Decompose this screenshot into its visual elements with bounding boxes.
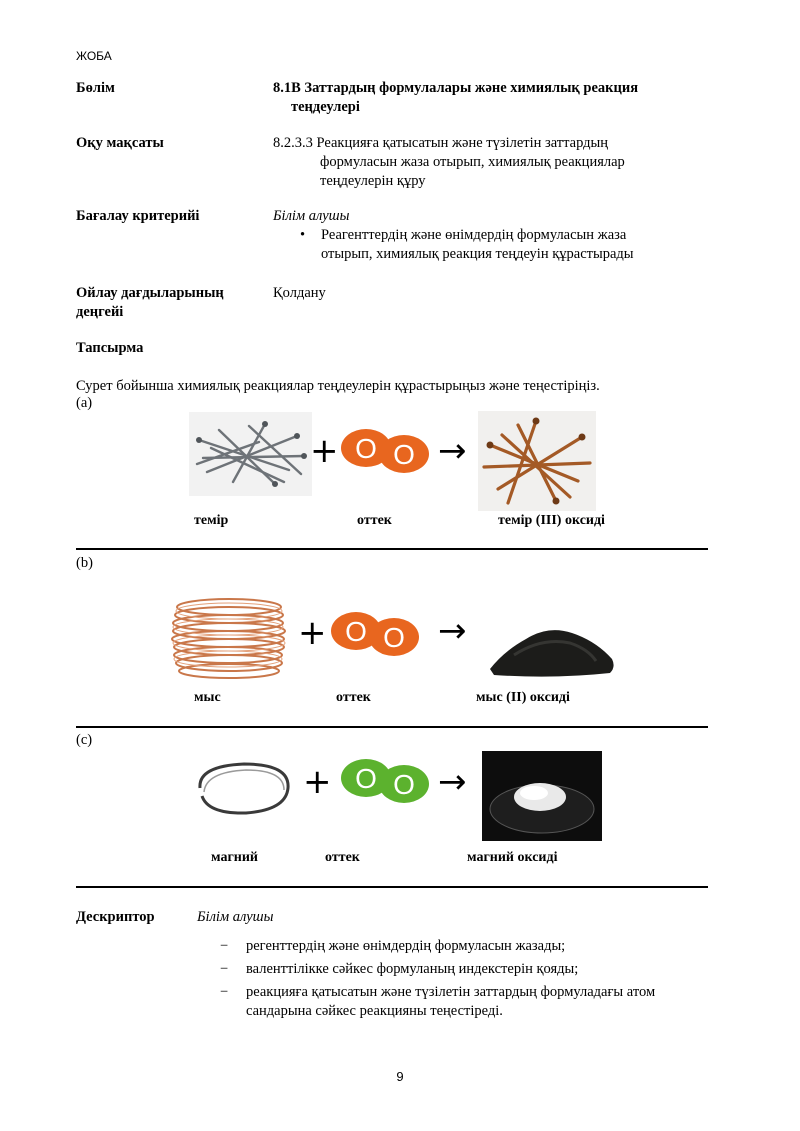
descriptor-item-3-line1: реакцияға қатысатын және түзілетін заттардың формуладағы атом	[246, 984, 656, 1000]
criteria-item-line1: Реагенттердің және өнімдердің формуласын жаза	[321, 227, 627, 243]
draft-label: ЖОБА	[76, 49, 112, 63]
thinking-label-line2: деңгейі	[76, 304, 124, 320]
svg-text:O: O	[393, 769, 415, 800]
reaction-c-id: (c)	[76, 732, 93, 748]
product-label-c: магний оксиді	[467, 850, 558, 865]
criteria-intro: Білім алушы	[273, 208, 350, 224]
oxygen-molecule-icon-c	[340, 758, 444, 804]
oxygen-molecule-icon-a	[340, 428, 444, 474]
thinking-label-line1: Ойлау дағдыларының	[76, 285, 224, 301]
objective-label: Оқу мақсаты	[76, 135, 164, 151]
oxidant-label-b: оттек	[336, 690, 371, 705]
bullet-icon: •	[300, 227, 306, 243]
thinking-value: Қолдану	[273, 285, 326, 301]
reaction-arrow-a: →	[438, 431, 467, 471]
criteria-row	[76, 207, 726, 267]
descriptor-item-1-line1: регенттердің және өнімдердің формуласын жазады;	[246, 938, 566, 954]
svg-text:O: O	[355, 433, 377, 464]
descriptor-item	[220, 937, 720, 956]
svg-text:O: O	[345, 616, 367, 647]
reactant-label-c: магний	[211, 850, 258, 865]
objective-value-line1: 8.2.3.3 Реакцияға қатысатын және түзілетін заттардың	[273, 135, 609, 151]
oxygen-molecule-icon-b	[330, 611, 434, 657]
svg-text:O: O	[355, 763, 377, 794]
section-value-line2: теңдеулері	[291, 99, 360, 115]
page-number: 9	[396, 1069, 404, 1084]
plus-sign-b: +	[298, 613, 327, 653]
dash-icon: −	[220, 961, 229, 977]
plus-sign-a: +	[310, 431, 339, 471]
objective-value	[273, 134, 713, 191]
iron-nails-image	[189, 412, 312, 496]
descriptor-item	[220, 983, 720, 1021]
svg-text:O: O	[383, 622, 405, 653]
oxidant-label-c: оттек	[325, 850, 360, 865]
product-label-a: темір (III) оксиді	[498, 513, 605, 528]
objective-value-line2: формуласын жаза отырып, химиялық реакциялар	[320, 154, 625, 170]
svg-text:O: O	[393, 439, 415, 470]
section-value	[273, 79, 713, 117]
copper-wire-image	[166, 593, 293, 685]
descriptor-item-3-line2: сандарына сәйкес реакцияны теңестіреді.	[246, 1003, 503, 1019]
criteria-label: Бағалау критерийі	[76, 208, 200, 224]
reaction-a-id: (a)	[76, 395, 93, 411]
criteria-item-line2: отырып, химиялық реакция теңдеуін құрастырады	[321, 246, 634, 262]
task-heading: Тапсырма	[76, 340, 144, 356]
descriptor-list	[220, 937, 720, 1025]
divider-a	[76, 548, 708, 550]
dash-icon: −	[220, 984, 229, 1000]
descriptor-item	[220, 960, 720, 979]
section-label: Бөлім	[76, 80, 115, 96]
plus-sign-c: +	[303, 762, 332, 802]
section-row	[76, 79, 726, 119]
dash-icon: −	[220, 938, 229, 954]
divider-c	[76, 886, 708, 888]
descriptor-label: Дескриптор	[76, 909, 155, 925]
objective-row	[76, 134, 726, 194]
reactant-label-a: темір	[194, 513, 229, 528]
criteria-bullet-item	[273, 226, 713, 264]
product-label-b: мыс (II) оксиді	[476, 690, 570, 705]
descriptor-item-2-line1: валенттілікке сәйкес формуланың индекстерін қояды;	[246, 961, 579, 977]
reaction-arrow-c: →	[438, 762, 467, 802]
criteria-value	[273, 207, 713, 264]
descriptor-intro: Білім алушы	[197, 909, 274, 925]
objective-value-line3: теңдеулерін құру	[320, 173, 426, 189]
reactant-label-b: мыс	[194, 690, 221, 705]
reaction-arrow-b: →	[438, 611, 467, 651]
magnesium-ribbon-image	[190, 758, 298, 820]
copper-oxide-powder-image	[484, 593, 620, 683]
rusty-nails-image	[478, 411, 596, 511]
divider-b	[76, 726, 708, 728]
magnesium-oxide-image	[482, 751, 602, 841]
oxidant-label-a: оттек	[357, 513, 392, 528]
reaction-b-id: (b)	[76, 555, 93, 571]
thinking-row	[76, 284, 726, 324]
section-value-line1: 8.1В Заттардың формулалары және химиялық реакция	[273, 80, 639, 96]
thinking-label	[76, 284, 261, 322]
task-instruction: Сурет бойынша химиялық реакциялар теңдеулерін құрастырыңыз және теңестіріңіз.	[76, 378, 600, 394]
